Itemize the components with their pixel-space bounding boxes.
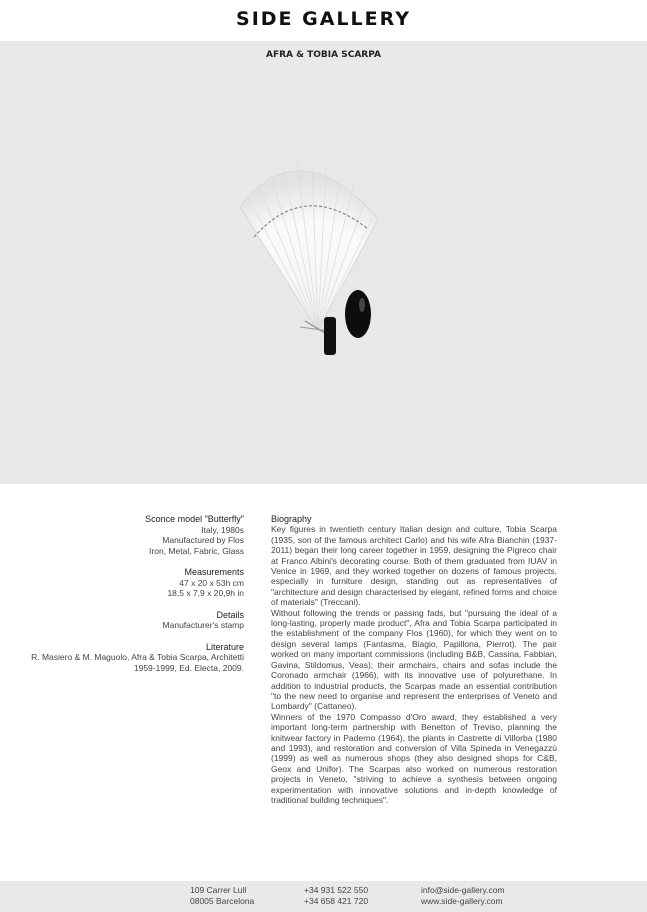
details-block [10, 610, 244, 631]
measurements-cm: 47 x 20 x 53h cm [179, 577, 244, 588]
designer-name: AFRA & TOBIA SCARPA [266, 50, 381, 60]
footer-address [190, 885, 254, 907]
product-details [10, 514, 244, 684]
footer-contact [421, 885, 505, 907]
phone-2: +34 658 421 720 [304, 896, 369, 906]
product-origin: Italy, 1980s [201, 524, 244, 535]
biography-paragraph: Winners of the 1970 Compasso d'Oro award, they established a very important long-term partnership with Benetton of Treviso, planning the knitwear factory in Paderno (1964), the plants in Castrette di Villorba (1980 and 1993), and restoration and conversion of Villa Spineda in Venegazzù (1999) as well as numerous shops (they also designed shops for C&B, Geox and Unifor). The Scarpas also worked on numerous restoration projects in Veneto, "striving to achieve a synthesis between ongoing experimentation with innovative solutions and in-depth knowledge of traditional building techniques". [271, 711, 557, 805]
product-name: Sconce model "Butterfly" [145, 514, 244, 524]
measurements-label: Measurements [184, 567, 244, 577]
address-line-1: 109 Carrer Lull [190, 885, 247, 895]
phone-1: +34 931 522 550 [304, 885, 369, 895]
biography-label: Biography [271, 514, 312, 524]
website-link[interactable]: www.side-gallery.com [421, 896, 503, 906]
address-line-2: 08005 Barcelona [190, 896, 255, 906]
product-info-block [10, 514, 244, 556]
lamp-socket [324, 317, 336, 355]
measurements-in: 18,5 x 7,9 x 20,9h in [167, 588, 244, 598]
product-materials: Iron, Metal, Fabric, Glass [149, 545, 244, 556]
biography-paragraph: Key figures in twentieth century Italian design and culture, Tobia Scarpa (1935, son of the famous architect Carlo) and his wife Afra Bianchin (1937-2011) began their long career together in 1959, designing the Pigreco chair at Franco Albini's decorating course. Both of them graduated from IUAV in Venice in 1969, and they worked together on dozens of famous projects, especially in furniture design, standing out as representatives of "architecture and design characterised by elegant, refined forms and choice of materials" (Treccani). [271, 524, 557, 608]
footer [0, 881, 647, 912]
biography-section [271, 514, 557, 805]
brand-title: SIDE GALLERY [236, 8, 411, 30]
wall-mount [345, 290, 371, 338]
details-label: Details [216, 609, 244, 620]
literature-block [10, 642, 244, 674]
biography-paragraph: Without following the trends or passing fads, but "pursuing the ideal of a long-lasting, properly made product", Afra and Tobia Scarpa participated in the establishment of the company Flos (1960), for which they went on to design several lamps (Fantasma, Biagio, Papillona, Pierrot). The pair worked on many important commissions (including B&B, Cassina, Fabbian, Gavina, Stildomus, Veas); their armchairs, chairs and sofas include the Coronado armchair (1966), with its innovative use of polyurethane. In addition to industrial products, the Scarpas made an essential contribution "to the new need to organise and represent the enterprises of Veneto and Lombardy" (Cattaneo). [271, 607, 557, 712]
literature-line-2: 1959-1999, Ed. Electa, 2009. [133, 662, 244, 673]
product-photo [0, 69, 647, 484]
literature-line-1: R. Masiero & M. Maguolo, Afra & Tobia Scarpa, Architetti [31, 652, 244, 662]
product-manufacturer: Manufactured by Flos [162, 535, 244, 545]
details-text: Manufacturer's stamp [162, 620, 244, 630]
designer-banner [0, 41, 647, 69]
email-link[interactable]: info@side-gallery.com [421, 885, 505, 895]
footer-phones [304, 885, 368, 907]
literature-label: Literature [205, 641, 244, 652]
sconce-illustration [0, 69, 647, 484]
measurements-block [10, 567, 244, 599]
